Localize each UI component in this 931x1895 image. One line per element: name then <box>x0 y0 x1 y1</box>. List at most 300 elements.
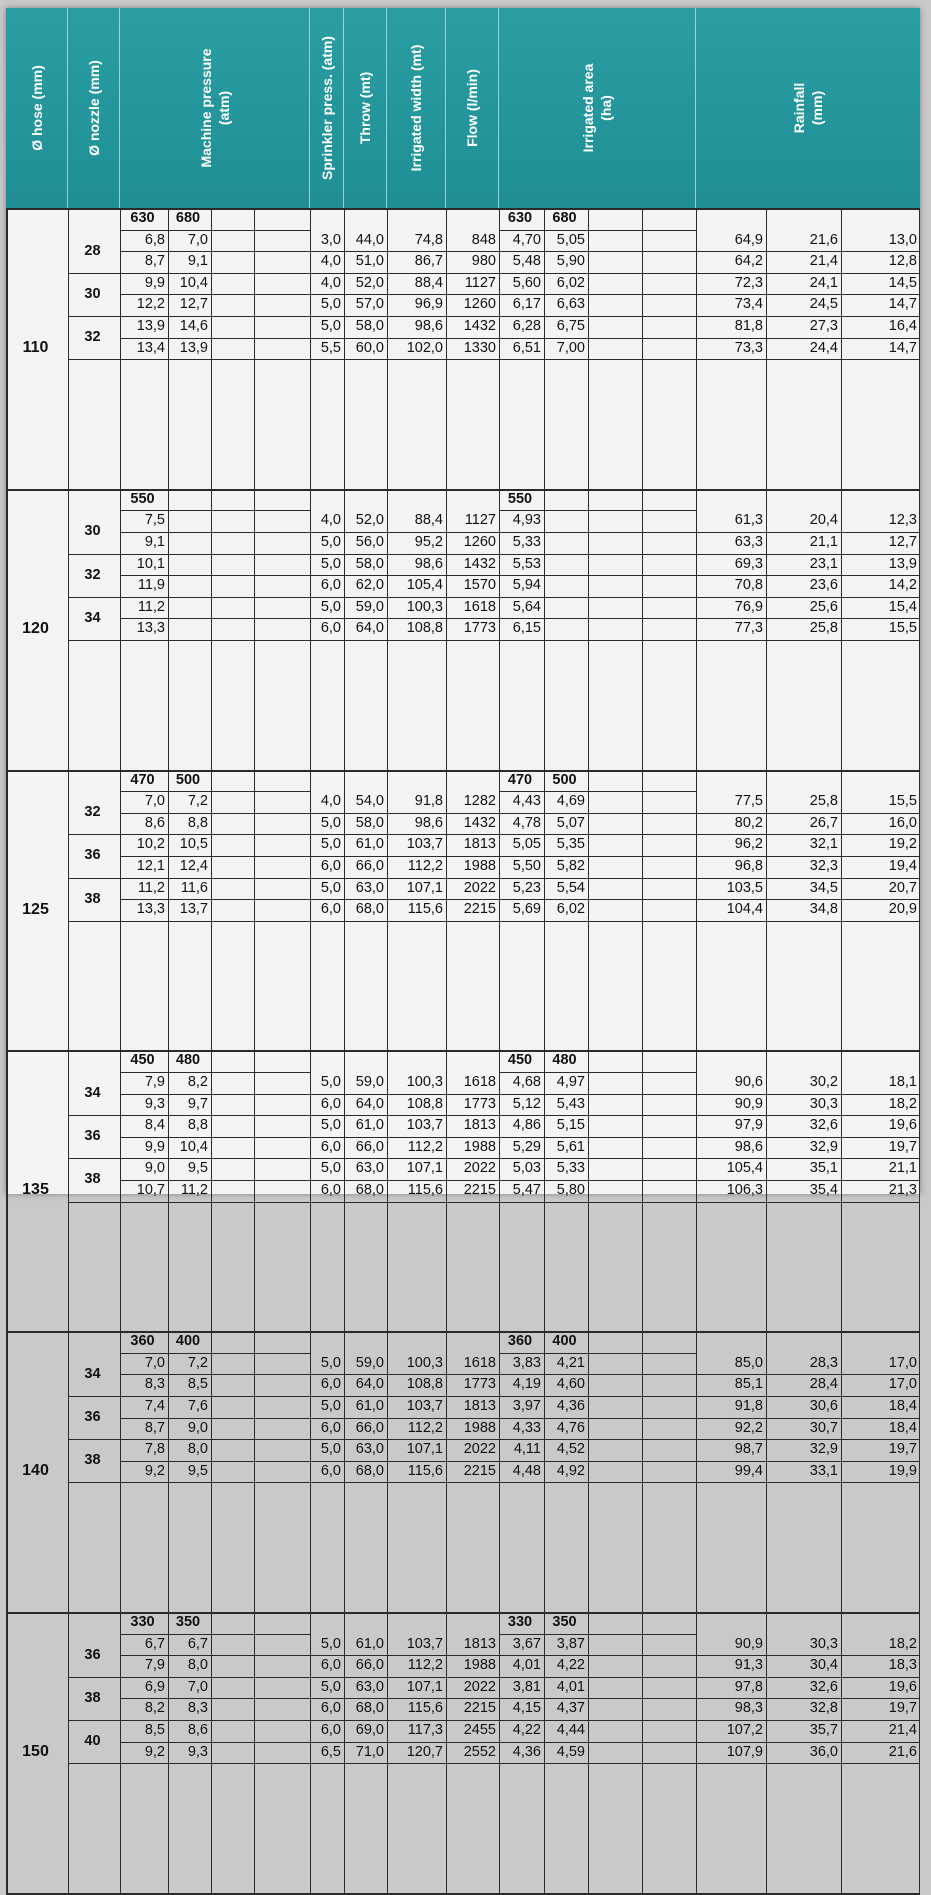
machine-pressure-value: 8,6 <box>187 1722 208 1738</box>
throw-value: 58,0 <box>355 814 384 831</box>
irrigated-area-value: 3,87 <box>556 1635 585 1652</box>
rainfall-value: 76,9 <box>734 598 763 615</box>
flow-value: 1773 <box>463 1376 496 1393</box>
irrigated-area-value: 4,21 <box>556 1354 585 1371</box>
machine-pressure-value: 10,7 <box>136 1182 165 1198</box>
throw-value: 68,0 <box>355 1462 384 1479</box>
irrigated-area-value: 4,44 <box>556 1722 585 1738</box>
sprinkler-pressure-value: 5,0 <box>320 1074 341 1090</box>
rainfall-value: 32,6 <box>809 1678 838 1695</box>
machine-pressure-value: 14,6 <box>179 318 208 334</box>
rainfall-value: 18,3 <box>888 1657 917 1674</box>
rainfall-value: 73,4 <box>734 296 763 313</box>
rainfall-value: 28,4 <box>809 1376 838 1393</box>
machine-pressure-value: 7,9 <box>144 1657 165 1674</box>
sprinkler-pressure-value: 5,0 <box>320 534 341 550</box>
nozzle-diameter: 34 <box>84 609 101 626</box>
irrigated-area-header: 450 <box>507 1052 533 1069</box>
machine-pressure-value: 9,9 <box>144 1138 165 1155</box>
flow-value: 1260 <box>463 296 496 313</box>
grid-line <box>310 208 311 1893</box>
irrigated-width-value: 96,9 <box>414 296 443 313</box>
irrigated-area-value: 4,60 <box>556 1376 585 1393</box>
irrigated-area-value: 5,47 <box>512 1182 541 1198</box>
grid-line <box>588 208 589 1893</box>
sprinkler-pressure-value: 5,0 <box>320 836 341 853</box>
rainfall-value: 20,7 <box>888 879 917 896</box>
irrigated-area-header: 470 <box>507 771 533 788</box>
machine-pressure-value: 8,7 <box>144 1419 165 1436</box>
machine-pressure-header: 330 <box>130 1614 155 1630</box>
irrigated-area-value: 6,15 <box>512 620 541 637</box>
grid-line <box>766 208 767 1893</box>
sprinkler-pressure-value: 6,0 <box>320 1182 341 1198</box>
irrigated-width-value: 108,8 <box>406 1095 443 1112</box>
machine-pressure-value: 7,5 <box>144 512 165 529</box>
throw-value: 56,0 <box>355 534 384 550</box>
machine-pressure-value: 7,4 <box>144 1398 165 1414</box>
sprinkler-pressure-value: 4,0 <box>320 793 341 810</box>
irrigated-width-value: 108,8 <box>406 1376 443 1393</box>
throw-value: 61,0 <box>355 1635 384 1652</box>
rainfall-value: 26,7 <box>809 814 838 831</box>
rainfall-value: 32,1 <box>809 836 838 853</box>
machine-pressure-header: 470 <box>130 771 155 788</box>
rainfall-value: 21,4 <box>888 1722 917 1738</box>
flow-value: 1260 <box>463 534 496 550</box>
irrigated-area-value: 4,22 <box>512 1722 541 1738</box>
machine-pressure-value: 7,0 <box>187 231 208 248</box>
machine-pressure-value: 8,3 <box>144 1376 165 1393</box>
flow-value: 1432 <box>463 318 496 334</box>
grid-line <box>919 208 920 1893</box>
irrigated-area-value: 4,11 <box>513 1441 541 1458</box>
irrigated-area-header: 350 <box>552 1614 577 1630</box>
header-rainfall-line2: (mm) <box>809 90 825 126</box>
rainfall-value: 30,3 <box>809 1095 838 1112</box>
rainfall-value: 18,2 <box>888 1095 917 1112</box>
rainfall-value: 18,1 <box>888 1074 917 1090</box>
rainfall-value: 18,4 <box>888 1419 917 1436</box>
data-grid <box>6 8 920 1760</box>
header-machine-pressure-line2: (atm) <box>215 90 232 126</box>
flow-value: 1988 <box>463 858 496 874</box>
rainfall-value: 14,7 <box>888 296 917 313</box>
irrigated-width-value: 88,4 <box>414 512 443 529</box>
flow-value: 1618 <box>463 1354 496 1371</box>
rainfall-value: 106,3 <box>726 1182 763 1198</box>
flow-value: 1432 <box>463 814 496 831</box>
sprinkler-pressure-value: 6,0 <box>320 1722 341 1738</box>
rainfall-value: 18,2 <box>888 1635 917 1652</box>
rainfall-value: 27,3 <box>809 318 838 334</box>
rainfall-value: 80,2 <box>734 814 763 831</box>
irrigated-width-value: 103,7 <box>406 1398 443 1414</box>
rainfall-value: 90,6 <box>734 1074 763 1090</box>
machine-pressure-value: 12,4 <box>179 858 208 874</box>
irrigated-width-value: 88,4 <box>414 274 443 291</box>
machine-pressure-value: 9,0 <box>187 1419 208 1436</box>
irrigated-width-value: 103,7 <box>406 1117 443 1134</box>
irrigated-width-value: 120,7 <box>406 1743 443 1760</box>
irrigated-area-header: 500 <box>552 771 577 788</box>
machine-pressure-value: 10,4 <box>179 274 208 291</box>
irrigated-area-header: 550 <box>507 490 533 507</box>
rainfall-value: 19,7 <box>888 1441 917 1458</box>
irrigated-width-value: 98,6 <box>414 318 443 334</box>
rainfall-value: 73,3 <box>734 339 763 356</box>
irrigated-area-value: 5,54 <box>556 879 585 896</box>
irrigated-area-value: 6,28 <box>512 318 541 334</box>
irrigated-area-value: 5,05 <box>556 231 585 248</box>
rainfall-value: 25,8 <box>809 793 838 810</box>
irrigated-area-value: 4,19 <box>512 1376 541 1393</box>
machine-pressure-value: 9,3 <box>187 1743 208 1760</box>
flow-value: 2022 <box>463 1441 496 1458</box>
flow-value: 1988 <box>463 1138 496 1155</box>
flow-value: 1330 <box>463 339 496 356</box>
machine-pressure-value: 10,5 <box>179 836 208 853</box>
irrigated-width-value: 100,3 <box>406 598 443 615</box>
rainfall-value: 35,1 <box>809 1160 838 1177</box>
irrigated-area-value: 4,93 <box>512 512 541 529</box>
flow-value: 980 <box>471 253 496 270</box>
grid-line <box>6 208 920 210</box>
sprinkler-pressure-value: 6,0 <box>320 577 341 594</box>
sprinkler-pressure-value: 5,0 <box>320 1160 341 1177</box>
irrigated-area-value: 4,78 <box>512 814 541 831</box>
rainfall-value: 30,7 <box>809 1419 838 1436</box>
sprinkler-pressure-value: 4,0 <box>320 253 341 270</box>
sprinkler-pressure-value: 6,5 <box>320 1743 341 1760</box>
rainfall-value: 98,6 <box>734 1138 763 1155</box>
machine-pressure-value: 9,5 <box>187 1462 208 1479</box>
throw-value: 59,0 <box>355 1074 384 1090</box>
machine-pressure-value: 13,9 <box>136 318 165 334</box>
irrigated-area-value: 4,52 <box>556 1441 585 1458</box>
rainfall-value: 98,7 <box>734 1441 763 1458</box>
machine-pressure-value: 10,4 <box>179 1138 208 1155</box>
throw-value: 61,0 <box>355 1398 384 1414</box>
rainfall-value: 63,3 <box>734 534 763 550</box>
rainfall-value: 15,4 <box>888 598 917 615</box>
rainfall-value: 21,3 <box>888 1182 917 1198</box>
rainfall-value: 12,3 <box>888 512 917 529</box>
throw-value: 63,0 <box>355 879 384 896</box>
irrigated-area-header: 360 <box>507 1333 533 1350</box>
irrigated-area-value: 4,97 <box>556 1074 585 1090</box>
throw-value: 60,0 <box>355 339 384 356</box>
rainfall-value: 64,2 <box>734 253 763 270</box>
grid-line <box>446 208 447 1893</box>
grid-line <box>68 640 120 641</box>
rainfall-value: 69,3 <box>734 555 763 572</box>
throw-value: 66,0 <box>355 1657 384 1674</box>
nozzle-diameter: 34 <box>84 1085 101 1101</box>
grid-line <box>68 1202 120 1203</box>
irrigated-area-value: 5,35 <box>556 836 585 853</box>
grid-line <box>120 1763 920 1764</box>
rainfall-value: 30,6 <box>809 1398 838 1414</box>
machine-pressure-value: 7,2 <box>187 793 208 810</box>
irrigated-area-value: 5,23 <box>512 879 541 896</box>
rainfall-value: 21,6 <box>809 231 838 248</box>
irrigated-area-value: 5,53 <box>512 555 541 572</box>
machine-pressure-value: 9,5 <box>187 1160 208 1177</box>
irrigated-area-value: 6,02 <box>556 274 585 291</box>
nozzle-diameter: 38 <box>84 1171 101 1188</box>
throw-value: 58,0 <box>355 555 384 572</box>
sprinkler-pressure-value: 5,0 <box>320 1354 341 1371</box>
irrigated-area-value: 4,01 <box>556 1678 585 1695</box>
machine-pressure-value: 10,1 <box>136 555 165 572</box>
rainfall-value: 20,4 <box>809 512 838 529</box>
throw-value: 68,0 <box>355 1182 384 1198</box>
throw-value: 57,0 <box>355 296 384 313</box>
sprinkler-pressure-value: 5,0 <box>320 296 341 313</box>
grid-line <box>254 208 255 1893</box>
rainfall-value: 97,9 <box>734 1117 763 1134</box>
grid-line <box>696 208 697 1893</box>
throw-value: 58,0 <box>355 318 384 334</box>
rainfall-value: 107,2 <box>726 1722 763 1738</box>
rainfall-value: 35,4 <box>809 1182 838 1198</box>
grid-line <box>642 208 643 1893</box>
rainfall-value: 36,0 <box>809 1743 838 1760</box>
irrigated-area-value: 5,64 <box>512 598 541 615</box>
rainfall-value: 21,1 <box>809 534 838 550</box>
rainfall-value: 103,5 <box>726 879 763 896</box>
rainfall-value: 92,2 <box>734 1419 763 1436</box>
irrigated-area-header: 680 <box>552 210 577 226</box>
irrigated-area-value: 4,36 <box>556 1398 585 1414</box>
rainfall-value: 14,2 <box>888 577 917 594</box>
sprinkler-pressure-value: 6,0 <box>320 1700 341 1717</box>
flow-value: 2215 <box>463 901 496 918</box>
irrigated-area-value: 5,50 <box>512 858 541 874</box>
nozzle-diameter: 36 <box>84 1128 101 1145</box>
irrigated-width-value: 107,1 <box>406 879 443 896</box>
rainfall-value: 19,7 <box>888 1138 917 1155</box>
sprinkler-pressure-value: 5,0 <box>320 1441 341 1458</box>
sprinkler-pressure-value: 5,0 <box>320 555 341 572</box>
machine-pressure-value: 9,9 <box>144 274 165 291</box>
rainfall-value: 21,6 <box>888 1743 917 1760</box>
throw-value: 61,0 <box>355 836 384 853</box>
rainfall-value: 23,1 <box>809 555 838 572</box>
irrigated-width-value: 100,3 <box>406 1354 443 1371</box>
flow-value: 1618 <box>463 598 496 615</box>
sprinkler-pressure-value: 5,0 <box>320 814 341 831</box>
header-throw-label: Throw (mt) <box>357 71 373 145</box>
sprinkler-pressure-value: 4,0 <box>320 512 341 529</box>
flow-value: 1618 <box>463 1074 496 1090</box>
throw-value: 59,0 <box>355 1354 384 1371</box>
flow-value: 2215 <box>463 1462 496 1479</box>
irrigated-width-value: 112,2 <box>407 1419 443 1436</box>
rainfall-value: 32,8 <box>809 1700 838 1717</box>
flow-value: 1432 <box>463 555 496 572</box>
machine-pressure-value: 7,9 <box>144 1074 165 1090</box>
grid-line <box>68 208 69 1893</box>
grid-line <box>68 921 120 922</box>
header-hose-label: Ø hose (mm) <box>28 65 45 151</box>
irrigated-area-value: 5,43 <box>556 1095 585 1112</box>
hose-diameter: 125 <box>22 900 49 918</box>
rainfall-value: 98,3 <box>734 1700 763 1717</box>
rainfall-value: 72,3 <box>734 274 763 291</box>
rainfall-value: 13,9 <box>888 555 917 572</box>
irrigated-area-value: 4,37 <box>556 1700 585 1717</box>
rainfall-value: 25,8 <box>809 620 838 637</box>
rainfall-value: 35,7 <box>809 1722 838 1738</box>
machine-pressure-value: 6,7 <box>187 1635 208 1652</box>
rainfall-value: 97,8 <box>734 1678 763 1695</box>
irrigated-width-value: 98,6 <box>414 555 443 572</box>
throw-value: 68,0 <box>355 901 384 918</box>
sprinkler-pressure-value: 3,0 <box>320 231 341 248</box>
rainfall-value: 91,3 <box>734 1657 763 1674</box>
flow-value: 1813 <box>463 1635 496 1652</box>
throw-value: 66,0 <box>355 1138 384 1155</box>
grid-line <box>168 208 169 1893</box>
flow-value: 1988 <box>463 1419 496 1436</box>
irrigated-width-value: 112,2 <box>407 858 443 874</box>
rainfall-value: 105,4 <box>726 1160 763 1177</box>
irrigated-width-value: 103,7 <box>406 1635 443 1652</box>
machine-pressure-value: 10,2 <box>136 836 165 853</box>
irrigated-area-value: 4,86 <box>512 1117 541 1134</box>
rainfall-value: 19,6 <box>888 1117 917 1134</box>
throw-value: 63,0 <box>355 1441 384 1458</box>
rainfall-value: 18,4 <box>888 1398 917 1414</box>
irrigated-width-value: 105,4 <box>406 577 443 594</box>
machine-pressure-header: 500 <box>175 771 201 788</box>
irrigated-width-value: 107,1 <box>406 1678 443 1695</box>
throw-value: 61,0 <box>355 1117 384 1134</box>
rainfall-value: 12,8 <box>888 253 917 270</box>
irrigated-area-value: 4,22 <box>556 1657 585 1674</box>
nozzle-diameter: 32 <box>84 566 101 583</box>
sprinkler-pressure-value: 6,0 <box>320 1376 341 1393</box>
irrigated-area-value: 4,48 <box>512 1462 541 1479</box>
grid-line <box>6 1893 920 1895</box>
nozzle-diameter: 32 <box>84 804 101 821</box>
nozzle-diameter: 40 <box>84 1733 101 1749</box>
nozzle-diameter: 36 <box>84 1646 101 1663</box>
rainfall-value: 24,5 <box>809 296 838 313</box>
sprinkler-pressure-value: 5,0 <box>320 1678 341 1695</box>
rainfall-value: 12,7 <box>888 534 917 550</box>
grid-line <box>68 1763 120 1764</box>
machine-pressure-value: 6,8 <box>144 231 165 248</box>
grid-line <box>120 359 920 360</box>
rainfall-value: 96,8 <box>734 858 763 874</box>
machine-pressure-value: 8,0 <box>187 1441 208 1458</box>
grid-line <box>841 208 842 1893</box>
rainfall-value: 91,8 <box>734 1398 763 1414</box>
machine-pressure-header: 550 <box>130 490 155 507</box>
flow-value: 2455 <box>463 1722 496 1738</box>
rainfall-value: 85,1 <box>734 1376 763 1393</box>
irrigated-width-value: 112,2 <box>407 1138 443 1155</box>
header-machine-pressure-line1: Machine pressure <box>197 48 214 168</box>
rainfall-value: 14,5 <box>888 274 917 291</box>
machine-pressure-value: 12,1 <box>136 858 165 874</box>
grid-line <box>120 1202 920 1203</box>
sprinkler-pressure-value: 6,0 <box>320 620 341 637</box>
rainfall-value: 17,0 <box>888 1354 917 1371</box>
rainfall-value: 19,7 <box>888 1700 917 1717</box>
header-irrigated-area-line1: Irrigated area <box>580 63 596 153</box>
machine-pressure-value: 9,7 <box>187 1095 208 1112</box>
irrigated-area-value: 5,69 <box>512 901 541 918</box>
machine-pressure-header: 480 <box>175 1052 201 1069</box>
grid-line <box>344 208 345 1893</box>
throw-value: 52,0 <box>355 512 384 529</box>
rainfall-value: 34,5 <box>809 879 838 896</box>
machine-pressure-value: 12,7 <box>179 296 208 313</box>
grid-line <box>499 208 500 1893</box>
rainfall-value: 77,5 <box>734 793 763 810</box>
machine-pressure-header: 350 <box>175 1614 201 1630</box>
rainfall-value: 90,9 <box>734 1095 763 1112</box>
machine-pressure-value: 8,6 <box>144 814 165 831</box>
irrigated-area-value: 6,75 <box>556 318 585 334</box>
irrigated-area-header: 400 <box>552 1333 577 1350</box>
machine-pressure-header: 360 <box>130 1333 155 1350</box>
irrigated-area-value: 5,48 <box>512 253 541 270</box>
nozzle-diameter: 30 <box>84 523 101 540</box>
irrigated-area-value: 5,90 <box>556 253 585 270</box>
rainfall-value: 28,3 <box>809 1354 838 1371</box>
machine-pressure-value: 8,8 <box>187 814 208 831</box>
sprinkler-pressure-value: 5,0 <box>320 1635 341 1652</box>
machine-pressure-value: 13,3 <box>136 901 165 918</box>
machine-pressure-value: 8,2 <box>187 1074 208 1090</box>
rainfall-value: 21,1 <box>888 1160 917 1177</box>
irrigated-area-value: 3,81 <box>512 1678 541 1695</box>
sprinkler-pressure-value: 4,0 <box>320 274 341 291</box>
rainfall-value: 70,8 <box>734 577 763 594</box>
rainfall-value: 13,0 <box>888 231 917 248</box>
nozzle-diameter: 38 <box>84 1689 101 1706</box>
irrigated-area-value: 4,69 <box>556 793 585 810</box>
machine-pressure-value: 11,2 <box>137 879 165 896</box>
machine-pressure-value: 11,2 <box>180 1182 208 1198</box>
hose-diameter: 150 <box>22 1743 49 1760</box>
irrigated-width-value: 115,6 <box>407 1182 443 1198</box>
machine-pressure-value: 7,2 <box>187 1354 208 1371</box>
irrigated-area-value: 6,17 <box>512 296 541 313</box>
rainfall-value: 16,4 <box>888 318 917 334</box>
grid-line <box>120 921 920 922</box>
flow-value: 1813 <box>463 1398 496 1414</box>
irrigated-width-value: 112,2 <box>407 1657 443 1674</box>
header-irrigated-width-label: Irrigated width (mt) <box>408 44 424 172</box>
irrigated-width-value: 103,7 <box>406 836 443 853</box>
sprinkler-pressure-value: 5,0 <box>320 598 341 615</box>
rainfall-value: 33,1 <box>809 1462 838 1479</box>
machine-pressure-value: 7,6 <box>187 1398 208 1414</box>
sprinkler-pressure-value: 6,0 <box>320 1095 341 1112</box>
flow-value: 1813 <box>463 836 496 853</box>
nozzle-diameter: 36 <box>84 1409 101 1425</box>
rainfall-value: 32,9 <box>809 1441 838 1458</box>
rainfall-value: 90,9 <box>734 1635 763 1652</box>
rainfall-value: 30,3 <box>809 1635 838 1652</box>
sprinkler-pressure-value: 5,0 <box>320 879 341 896</box>
